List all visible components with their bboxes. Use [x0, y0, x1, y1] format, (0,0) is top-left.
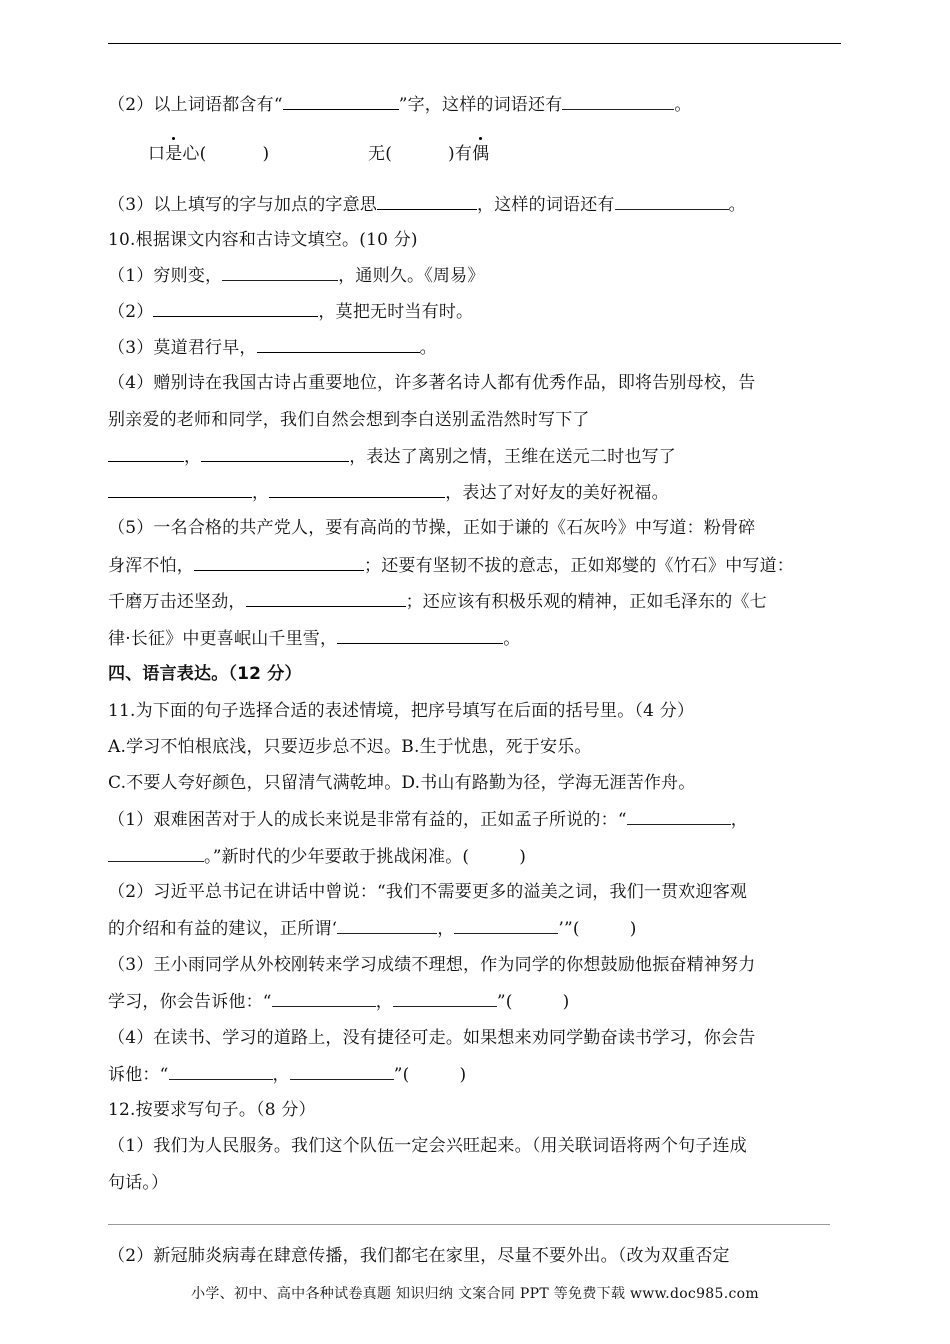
q10-3-blank[interactable] — [257, 336, 420, 353]
q10-5-line1: （5）一名合格的共产党人，要有高尚的节操，正如于谦的《石灰吟》中写道：粉骨碎 — [108, 518, 756, 538]
q10-1-text-b: ，通则久。《周易》 — [338, 266, 485, 286]
q11-3-blank-2[interactable] — [393, 990, 497, 1007]
q10-1-blank[interactable] — [222, 264, 338, 281]
q11-4-blank-2[interactable] — [290, 1063, 394, 1080]
idiom-kou-shi-xin — [148, 143, 269, 165]
q11-2-text-a: 的介绍和有益的建议，正所谓‘ — [108, 919, 338, 939]
q11-4-text-c: ”( — [393, 1065, 410, 1085]
q12-1-answer-line[interactable] — [108, 1224, 830, 1225]
q10-4-line1: （4）赠别诗在我国古诗占重要地位，许多著名诗人都有优秀作品，即将告别母校，告 — [108, 373, 756, 393]
q11-1-text-a: （1）艰难困苦对于人的成长来说是非常有益的，正如孟子所说的：“ — [108, 810, 627, 830]
q10-heading: 10.根据课文内容和古诗文填空。(10 分) — [108, 230, 418, 250]
q10-5-text-e: 律·长征》中更喜岷山千里雪， — [108, 629, 338, 649]
q3-line — [108, 193, 746, 216]
q3-text-b: ，这样的词语还有 — [477, 195, 615, 215]
q11-2-line1: （2）习近平总书记在讲话中曾说：“我们不需要更多的溢美之词，我们一贯欢迎客观 — [108, 882, 748, 902]
q11-2-line2 — [108, 917, 637, 940]
header-rule — [108, 43, 841, 44]
q10-1-text-a: （1）穷则变， — [108, 266, 223, 286]
q11-4-text-a: 诉他：“ — [108, 1065, 169, 1085]
q10-4-blank-4[interactable] — [269, 481, 445, 498]
idiom-you: )有 — [448, 144, 473, 164]
q11-1-close: ) — [519, 847, 527, 867]
q12-1-line1: （1）我们为人民服务。我们这个队伍一定会兴旺起来。（用关联词语将两个句子连成 — [108, 1136, 747, 1156]
q10-4-line2: 别亲爱的老师和同学，我们自然会想到李白送别孟浩然时写下了 — [108, 410, 590, 430]
q10-4-line4 — [108, 481, 669, 504]
q10-2-blank[interactable] — [153, 300, 318, 317]
q3-text-c: 。 — [728, 195, 746, 215]
q10-5-text-c: 千磨万击还坚劲， — [108, 592, 246, 612]
idiom-xin: 心 — [182, 144, 200, 164]
q11-3-sep: ， — [375, 992, 393, 1012]
q11-2-close: ) — [629, 919, 637, 939]
q10-4-line3 — [108, 445, 676, 468]
q11-1-line2 — [108, 845, 526, 868]
q10-5-line2 — [108, 554, 794, 577]
q10-4-blank-2[interactable] — [201, 445, 349, 462]
q11-1-blank-2[interactable] — [108, 845, 204, 862]
q11-3-close: ) — [562, 992, 570, 1012]
q10-5-line3 — [108, 590, 767, 613]
q11-3-blank-1[interactable] — [272, 990, 376, 1007]
q10-5-line4 — [108, 627, 520, 650]
q10-4-blank-3[interactable] — [108, 481, 252, 498]
q10-2 — [108, 300, 473, 323]
q10-5-text-d: ；还应该有积极乐观的精神，正如毛泽东的《七 — [405, 592, 767, 612]
q10-1 — [108, 264, 485, 287]
q12-heading: 12.按要求写句子。（8 分） — [108, 1100, 316, 1120]
q11-heading: 11.为下面的句子选择合适的表述情境，把序号填写在后面的括号里。（4 分） — [108, 701, 695, 721]
q11-2-text-c: ’”( — [558, 919, 580, 939]
q11-3-line2 — [108, 990, 569, 1013]
q2-text-a: （2）以上词语都含有“ — [108, 95, 283, 115]
q12-2-line1: （2）新冠肺炎病毒在肆意传播，我们都宅在家里，尽量不要外出。（改为双重否定 — [108, 1246, 730, 1266]
q10-5-blank-1[interactable] — [194, 554, 364, 571]
q10-2-text-a: （2） — [108, 302, 154, 322]
footer-text: 小学、初中、高中各种试卷真题 知识归纳 文案合同 PPT 等免费下载 www.doc985.com — [191, 1286, 759, 1302]
q11-2-blank-1[interactable] — [337, 917, 437, 934]
q2-blank-1[interactable] — [283, 93, 399, 110]
q11-3-text-c: ”( — [496, 992, 513, 1012]
q11-4-sep: ， — [272, 1065, 290, 1085]
q11-options-cd: C.不要人夸好颜色，只留清气满乾坤。D.书山有路勤为径，学海无涯苦作舟。 — [108, 773, 696, 793]
q3-blank-1[interactable] — [377, 193, 477, 210]
q10-5-text-f: 。 — [503, 629, 521, 649]
q10-5-text-b: ；还要有坚韧不拔的意志，正如郑燮的《竹石》中写道： — [364, 556, 794, 576]
q10-4-blank-1[interactable] — [108, 445, 184, 462]
q3-text-a: （3）以上填写的字与加点的字意思 — [108, 195, 378, 215]
q3-blank-2[interactable] — [615, 193, 729, 210]
idiom-wu-you-ou — [368, 143, 489, 165]
q10-3-text-a: （3）莫道君行早， — [108, 338, 257, 358]
q2-text-c: 。 — [674, 95, 692, 115]
idiom-ou: 偶 — [472, 144, 490, 164]
q11-4-close: ) — [459, 1065, 467, 1085]
q11-3-line1: （3）王小雨同学从外校刚转来学习成绩不理想，作为同学的你想鼓励他振奋精神努力 — [108, 955, 756, 975]
section-4-heading: 四、语言表达。（12 分） — [108, 664, 302, 684]
q10-5-blank-3[interactable] — [337, 627, 503, 644]
q11-2-blank-2[interactable] — [454, 917, 558, 934]
q11-1-sep: ， — [730, 810, 748, 830]
q10-3 — [108, 336, 437, 359]
q11-2-sep: ， — [437, 919, 455, 939]
q11-4-line1: （4）在读书、学习的道路上，没有捷径可走。如果想来劝同学勤奋读书学习，你会告 — [108, 1028, 756, 1048]
q2-text-b: ”字，这样的词语还有 — [398, 95, 563, 115]
q10-4-text-4: ，表达了对好友的美好祝福。 — [445, 483, 669, 503]
q2-blank-2[interactable] — [562, 93, 674, 110]
q2-line — [108, 93, 692, 116]
idiom-paren-close: ) — [262, 144, 270, 164]
q10-2-text-b: ，莫把无时当有时。 — [318, 302, 474, 322]
q12-1-line2: 句话。） — [108, 1173, 169, 1193]
q11-options-ab: A.学习不怕根底浅，只要迈步总不迟。B.生于忧患，死于安乐。 — [108, 737, 592, 757]
idiom-paren-open-2: ( — [385, 144, 393, 164]
q11-4-blank-1[interactable] — [169, 1063, 273, 1080]
q10-3-text-b: 。 — [419, 338, 437, 358]
q10-5-blank-2[interactable] — [246, 590, 406, 607]
q10-4-sep-2: ， — [252, 483, 270, 503]
q11-1-blank-1[interactable] — [627, 808, 731, 825]
q10-5-text-a: 身浑不怕， — [108, 556, 194, 576]
q11-3-text-a: 学习，你会告诉他：“ — [108, 992, 272, 1012]
idiom-kou-shi: 口是 — [148, 144, 183, 164]
q11-4-line2 — [108, 1063, 466, 1086]
q11-1-line1 — [108, 808, 748, 831]
idiom-paren-open: ( — [199, 144, 207, 164]
q10-4-sep-1: ， — [184, 447, 202, 467]
q11-1-text-b: 。”新时代的少年要敢于挑战闲准。( — [204, 847, 470, 867]
q10-4-text-3: ，表达了离别之情，王维在送元二时也写了 — [349, 447, 677, 467]
idiom-wu: 无 — [368, 144, 386, 164]
